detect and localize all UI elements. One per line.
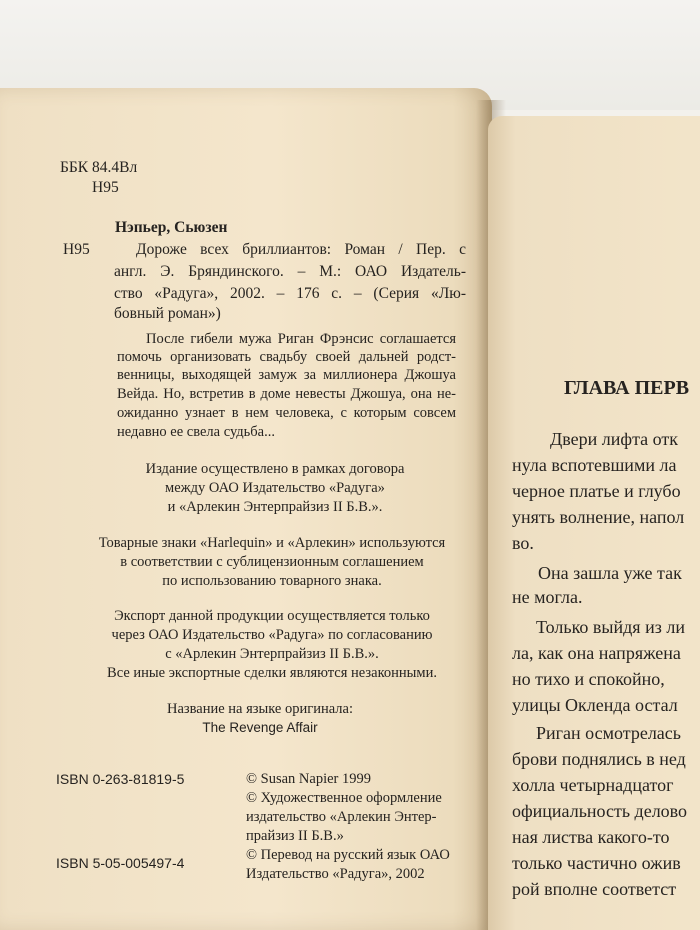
- right-page: [488, 116, 700, 930]
- bib-line: англ. Э. Бряндинского. – М.: ОАО Издатель-: [114, 263, 466, 280]
- export-line: Экспорт данной продукции осуществляется только: [114, 608, 430, 624]
- author-code: Н95: [92, 179, 119, 196]
- annotation-line: ожиданно узнает в нем человека, с которым совсем: [117, 405, 456, 421]
- trademark-line: в соответствии с сублицензионным соглашением: [120, 554, 424, 570]
- bib-line: Дороже всех бриллиантов: Роман / Пер. с: [136, 241, 466, 258]
- text-line: ная листва какого-то: [512, 827, 670, 847]
- text-line: Риган осмотрелась: [536, 723, 681, 743]
- annotation-line: венницы, выходящей замуж за миллионера Джошуа: [117, 367, 456, 383]
- text-line: но тихо и спокойно,: [512, 669, 665, 689]
- text-line: ла, как она напряжена: [512, 643, 681, 663]
- annotation-line: Вейда. Но, встретив в доме невесты Джошуа, она не-: [117, 386, 456, 402]
- text-line: Двери лифта отк: [550, 429, 679, 449]
- annotation-line: недавно ее свела судьба...: [117, 424, 275, 440]
- text-line: только частично ожив: [512, 853, 681, 873]
- text-line: улицы Окленда остал: [512, 695, 678, 715]
- isbn-russian: ISBN 5-05-005497-4: [56, 855, 185, 871]
- text-line: рой вполне соответст: [512, 879, 677, 899]
- trademark-line: по использованию товарного знака.: [162, 573, 382, 589]
- copyright-line: © Susan Napier 1999: [246, 771, 371, 787]
- text-line: во.: [512, 533, 534, 553]
- bib-line: бовный роман»): [114, 305, 221, 322]
- export-line: с «Арлекин Энтерпрайзиз II Б.В.».: [165, 646, 379, 662]
- original-title-label: Название на языке оригинала:: [166, 701, 353, 717]
- agreement-line: и «Арлекин Энтерпрайзиз II Б.В.».: [167, 499, 383, 515]
- text-line: Только выйдя из ли: [536, 617, 685, 637]
- bib-line: ство «Радуга», 2002. – 176 с. – (Серия «Лю-: [114, 285, 466, 302]
- text-line: Она зашла уже так: [538, 563, 682, 583]
- isbn-foreign: ISBN 0-263-81819-5: [56, 771, 185, 787]
- agreement-line: Издание осуществлено в рамках договора: [145, 461, 405, 477]
- annotation-line: помочь организовать свадьбу своей дальней родст-: [117, 349, 456, 365]
- export-line: Все иные экспортные сделки являются незаконными.: [107, 665, 437, 681]
- text-line: холла четырнадцатог: [512, 775, 674, 795]
- copyright-line: прайзиз II Б.В.»: [246, 828, 344, 844]
- author-name: Нэпьер, Сьюзен: [115, 219, 228, 236]
- side-code: Н95: [63, 241, 90, 258]
- annotation-line: После гибели мужа Риган Фрэнсис соглашается: [146, 331, 456, 347]
- agreement-line: между ОАО Издательство «Радуга»: [165, 480, 385, 496]
- text-line: черное платье и глубо: [512, 481, 681, 501]
- text-line: брови поднялись в нед: [512, 749, 686, 769]
- original-title: The Revenge Affair: [202, 720, 318, 735]
- text-line: не могла.: [512, 587, 583, 607]
- bbk-code: ББК 84.4Вл: [60, 159, 138, 176]
- text-line: нула вспотевшими ла: [512, 455, 677, 475]
- export-line: через ОАО Издательство «Радуга» по согласованию: [111, 627, 433, 643]
- copyright-line: издательство «Арлекин Энтер-: [246, 809, 437, 825]
- chapter-title: ГЛАВА ПЕРВ: [564, 377, 690, 399]
- text-line: унять волнение, напол: [512, 507, 685, 527]
- copyright-line: © Перевод на русский язык ОАО: [246, 847, 450, 863]
- copyright-line: Издательство «Радуга», 2002: [246, 866, 425, 882]
- trademark-line: Товарные знаки «Harlequin» и «Арлекин» используются: [98, 535, 446, 551]
- text-line: официальность делово: [512, 801, 688, 821]
- copyright-line: © Художественное оформление: [246, 790, 442, 806]
